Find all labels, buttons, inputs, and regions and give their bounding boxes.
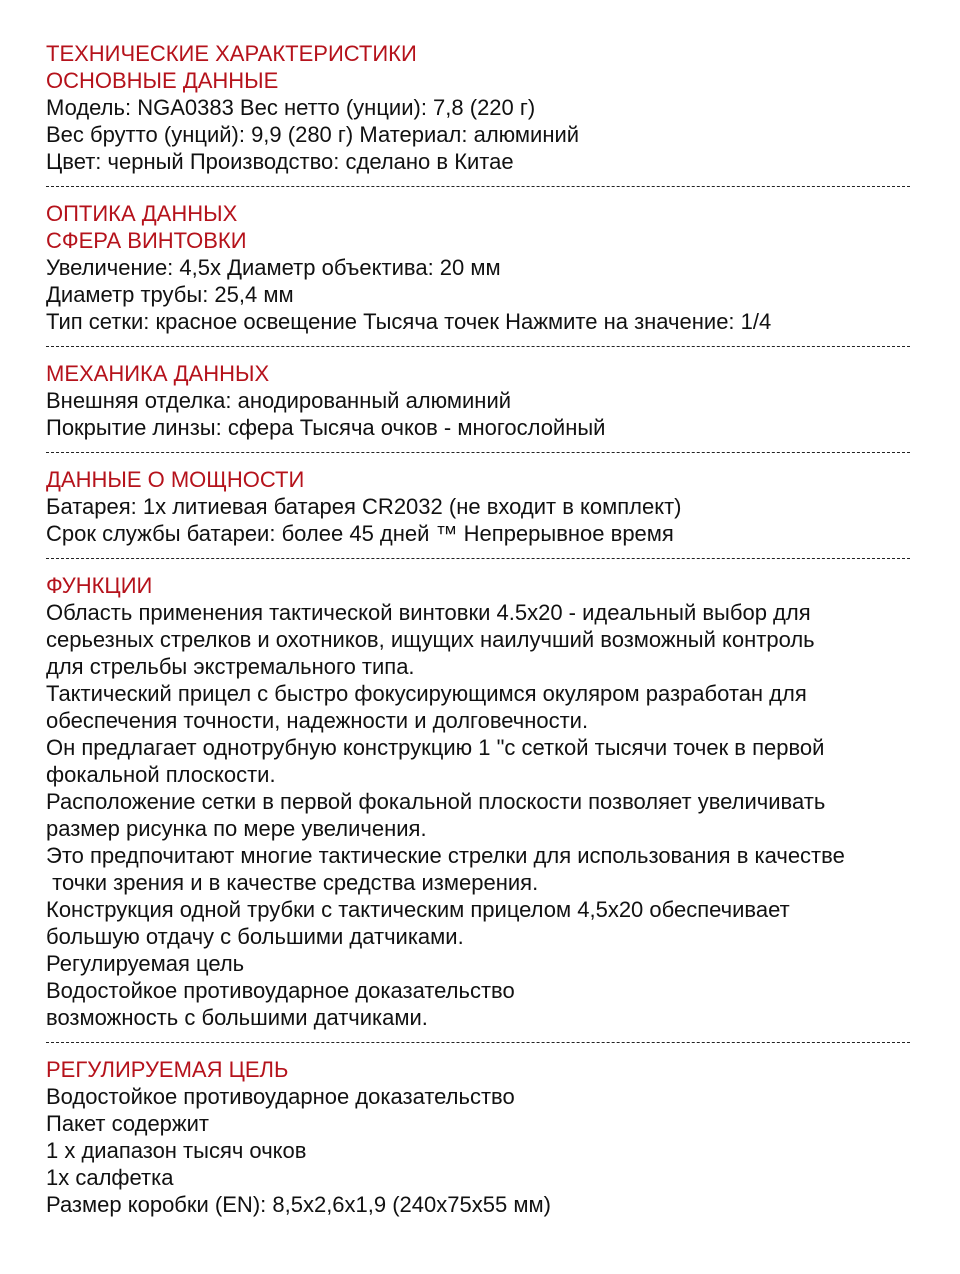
- package-line: 1 х диапазон тысяч очков: [46, 1138, 307, 1163]
- section-features: [46, 572, 912, 1031]
- section-basic-data: [46, 40, 912, 175]
- spec-line: Батарея: 1x литиевая батарея CR2032 (не входит в комплект): [46, 494, 682, 519]
- spec-line: Покрытие линзы: сфера Тысяча очков - многослойный: [46, 415, 606, 440]
- dashed-divider: [46, 346, 910, 347]
- feature-line: размер рисунка по мере увеличения.: [46, 816, 427, 841]
- spec-line: Увеличение: 4,5x Диаметр объектива: 20 мм: [46, 255, 501, 280]
- spec-line: Диаметр трубы: 25,4 мм: [46, 282, 294, 307]
- section-optics: [46, 200, 912, 335]
- package-line: 1x салфетка: [46, 1165, 174, 1190]
- section-heading: МЕХАНИКА ДАННЫХ: [46, 361, 270, 386]
- feature-line: точки зрения и в качестве средства измерения.: [46, 870, 539, 895]
- feature-line: обеспечения точности, надежности и долговечности.: [46, 708, 589, 733]
- feature-line: Регулируемая цель: [46, 951, 245, 976]
- spec-line: Вес брутто (унций): 9,9 (280 г) Материал: алюминий: [46, 122, 580, 147]
- section-subheading: ОСНОВНЫЕ ДАННЫЕ: [46, 68, 279, 93]
- feature-line: Водостойкое противоударное доказательство: [46, 978, 515, 1003]
- dashed-divider: [46, 186, 910, 187]
- feature-line: Область применения тактической винтовки 4.5x20 - идеальный выбор для: [46, 600, 811, 625]
- feature-line: для стрельбы экстремального типа.: [46, 654, 415, 679]
- package-line: Размер коробки (EN): 8,5x2,6x1,9 (240x75x55 мм): [46, 1192, 551, 1217]
- feature-line: возможность с большими датчиками.: [46, 1005, 428, 1030]
- section-heading: РЕГУЛИРУЕМАЯ ЦЕЛЬ: [46, 1057, 289, 1082]
- spec-line: Тип сетки: красное освещение Тысяча точек Нажмите на значение: 1/4: [46, 309, 772, 334]
- feature-line: Это предпочитают многие тактические стрелки для использования в качестве: [46, 843, 845, 868]
- dashed-divider: [46, 558, 910, 559]
- package-line: Пакет содержит: [46, 1111, 210, 1136]
- dashed-divider: [46, 1042, 910, 1043]
- section-mechanics: [46, 360, 912, 441]
- section-subheading: СФЕРА ВИНТОВКИ: [46, 228, 247, 253]
- feature-line: Расположение сетки в первой фокальной плоскости позволяет увеличивать: [46, 789, 826, 814]
- package-line: Водостойкое противоударное доказательство: [46, 1084, 515, 1109]
- feature-line: Конструкция одной трубки с тактическим прицелом 4,5x20 обеспечивает: [46, 897, 790, 922]
- section-adjustable-target: [46, 1056, 912, 1218]
- feature-line: серьезных стрелков и охотников, ищущих наилучший возможный контроль: [46, 627, 815, 652]
- feature-line: Он предлагает однотрубную конструкцию 1 "с сеткой тысячи точек в первой: [46, 735, 825, 760]
- section-heading: ФУНКЦИИ: [46, 573, 153, 598]
- section-heading: ТЕХНИЧЕСКИЕ ХАРАКТЕРИСТИКИ: [46, 41, 417, 66]
- spec-line: Цвет: черный Производство: сделано в Китае: [46, 149, 514, 174]
- feature-line: фокальной плоскости.: [46, 762, 276, 787]
- spec-line: Срок службы батареи: более 45 дней ™ Непрерывное время: [46, 521, 674, 546]
- section-heading: ДАННЫЕ О МОЩНОСТИ: [46, 467, 305, 492]
- section-heading: ОПТИКА ДАННЫХ: [46, 201, 238, 226]
- spec-sheet: [46, 40, 912, 1218]
- spec-line: Внешняя отделка: анодированный алюминий: [46, 388, 512, 413]
- spec-line: Модель: NGA0383 Вес нетто (унции): 7,8 (220 г): [46, 95, 536, 120]
- section-power: [46, 466, 912, 547]
- feature-line: Тактический прицел с быстро фокусирующимся окуляром разработан для: [46, 681, 807, 706]
- feature-line: большую отдачу с большими датчиками.: [46, 924, 464, 949]
- dashed-divider: [46, 452, 910, 453]
